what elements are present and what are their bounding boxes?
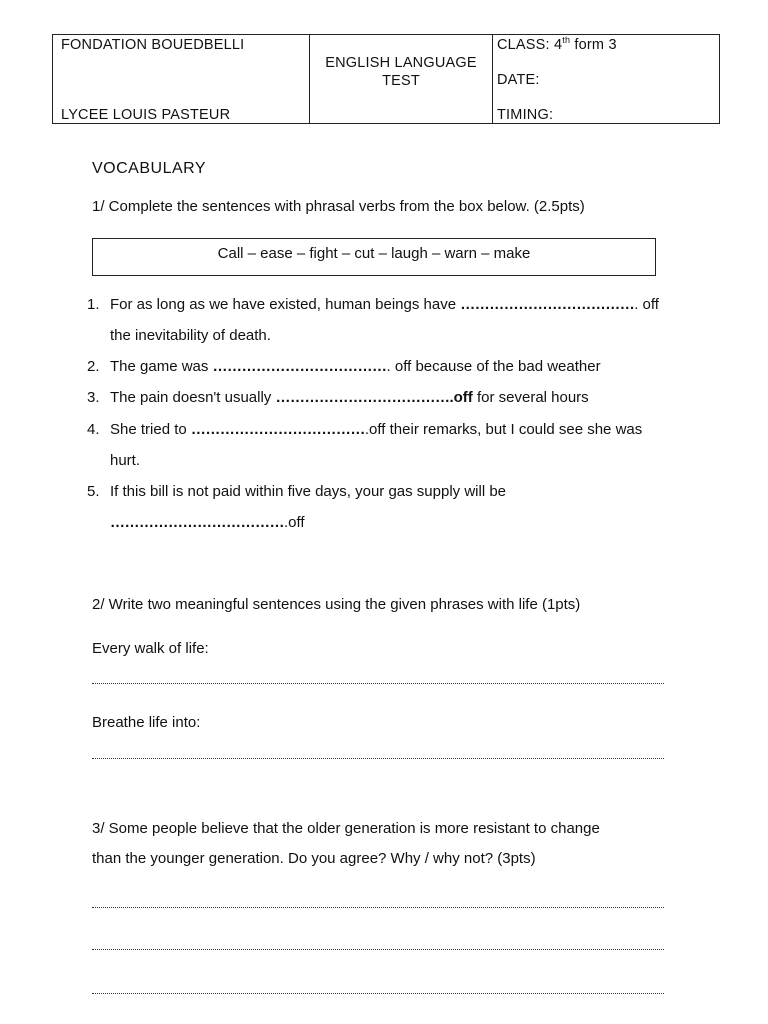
- list-item: For as long as we have existed, human beings have ………………………………. off: [110, 296, 659, 313]
- list-item: The pain doesn't usually ……………………………….off for several hours: [110, 389, 589, 406]
- item-number: 1.: [87, 296, 100, 313]
- timing-label: TIMING:: [497, 107, 554, 123]
- item-number: 3.: [87, 389, 100, 406]
- word-box: Call – ease – fight – cut – laugh – warn – make: [92, 238, 656, 276]
- q2-instruction: 2/ Write two meaningful sentences using the given phrases with life (1pts): [92, 596, 581, 613]
- phrase-every-walk-of-life: Every walk of life:: [92, 640, 209, 657]
- item-number: 2.: [87, 358, 100, 375]
- list-item: The game was ………………………………. off because of the bad weather: [110, 358, 601, 375]
- answer-line[interactable]: [92, 757, 664, 759]
- answer-line[interactable]: [92, 948, 664, 950]
- answer-blank[interactable]: ………………………………: [110, 514, 284, 531]
- section-title-vocabulary: VOCABULARY: [92, 160, 207, 177]
- answer-line[interactable]: [92, 682, 664, 684]
- header-info-cell: [493, 35, 720, 124]
- list-item: If this bill is not paid within five days, your gas supply will be: [110, 483, 507, 500]
- list-item-continuation: hurt.: [110, 452, 141, 469]
- item-number: 4.: [87, 421, 100, 438]
- date-label: DATE:: [497, 72, 540, 88]
- test-title-line2: TEST: [382, 73, 420, 89]
- q3-instruction-line1: 3/ Some people believe that the older generation is more resistant to change: [92, 820, 600, 837]
- answer-line[interactable]: [92, 906, 664, 908]
- list-item: She tried to ……………………………….off their remarks, but I could see she was: [110, 421, 643, 438]
- phrase-breathe-life-into: Breathe life into:: [92, 714, 201, 731]
- list-item-continuation: ……………………………….off: [110, 514, 305, 531]
- header-school-cell: [53, 35, 310, 124]
- q3-instruction-line2: than the younger generation. Do you agree? Why / why not? (3pts): [92, 850, 536, 867]
- answer-blank[interactable]: ………………………………: [212, 358, 387, 375]
- header-title-cell: [310, 35, 493, 124]
- answer-line[interactable]: [92, 992, 664, 994]
- school-foundation: FONDATION BOUEDBELLI: [61, 37, 245, 53]
- item-number: 5.: [87, 483, 100, 500]
- answer-blank[interactable]: ………………………………: [460, 296, 635, 313]
- q1-instruction: 1/ Complete the sentences with phrasal verbs from the box below. (2.5pts): [92, 198, 585, 215]
- test-title-line1: ENGLISH LANGUAGE: [325, 55, 477, 71]
- school-name: LYCEE LOUIS PASTEUR: [61, 107, 231, 123]
- answer-blank[interactable]: ………………………………: [190, 421, 365, 438]
- header-table: [52, 34, 720, 124]
- list-item-continuation: the inevitability of death.: [110, 327, 271, 344]
- class-label: CLASS: 4th form 3: [497, 35, 617, 53]
- answer-blank[interactable]: ………………………………: [275, 389, 450, 406]
